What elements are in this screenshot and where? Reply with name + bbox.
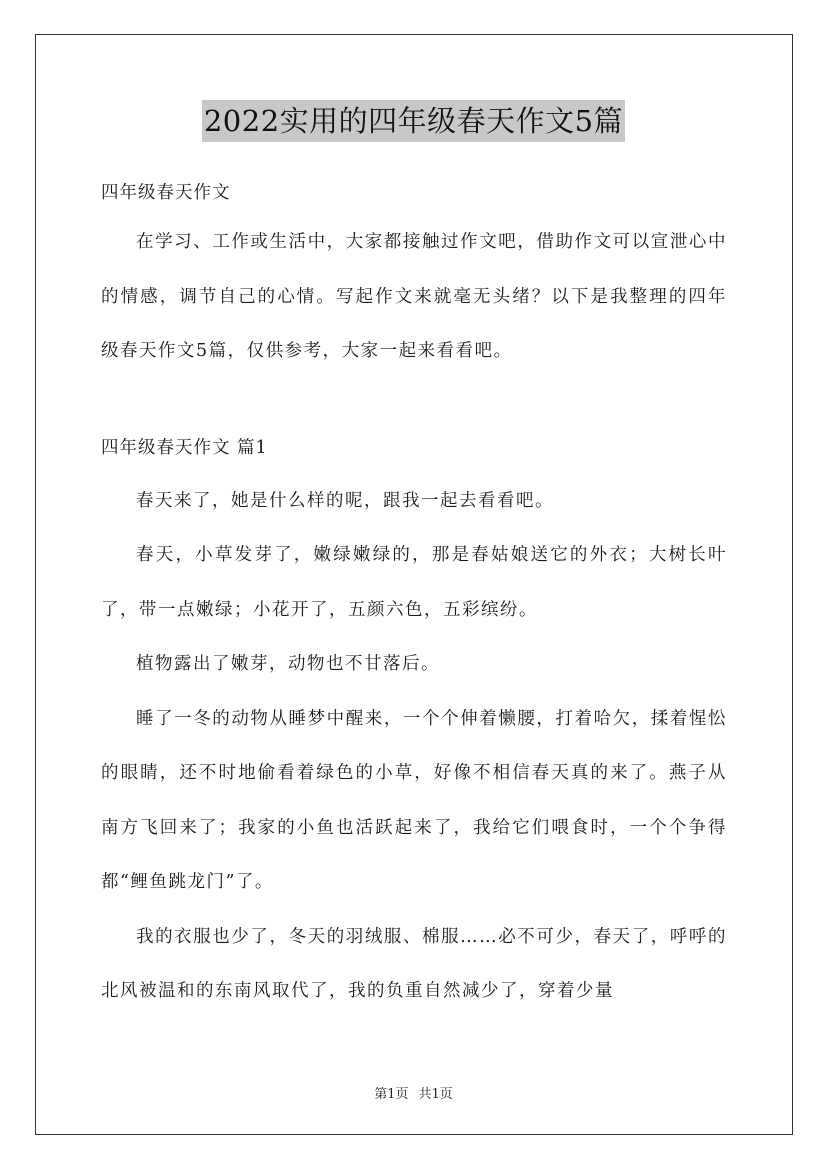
intro-heading: 四年级春天作文 xyxy=(101,183,231,203)
section-heading: 四年级春天作文 篇1 xyxy=(101,437,268,458)
paragraph-4: 睡了一冬的动物从睡梦中醒来，一个个伸着懒腰，打着哈欠，揉着惺忪的眼睛，还不时地偷看着绿色的小草，好像不相信春天真的来了。燕子从南方飞回来了；我家的小鱼也活跃起来了，我给它们喂食时，一个个争得都“鲤鱼跳龙门”了。 xyxy=(101,708,727,892)
paragraph-3: 植物露出了嫩芽，动物也不甘落后。 xyxy=(136,654,440,674)
page-footer xyxy=(0,1083,827,1102)
title-container xyxy=(0,100,827,142)
intro-paragraph: 在学习、工作或生活中，大家都接触过作文吧，借助作文可以宣泄心中的情感，调节自己的心情。写起作文来就毫无头绪？以下是我整理的四年级春天作文5篇，仅供参考，大家一起来看看吧。 xyxy=(101,232,727,361)
paragraph-5: 我的衣服也少了，冬天的羽绒服、棉服……必不可少，春天了，呼呼的北风被温和的东南风取代了，我的负重自然减少了，穿着少量 xyxy=(101,926,727,1001)
page-number: 第1页 xyxy=(374,1087,409,1102)
paragraph-2: 春天，小草发芽了，嫩绿嫩绿的，那是春姑娘送它的外衣；大树长叶了，带一点嫩绿；小花开了，五颜六色，五彩缤纷。 xyxy=(101,545,727,620)
document-body xyxy=(101,171,727,1019)
paragraph-1: 春天来了，她是什么样的呢，跟我一起去看看吧。 xyxy=(136,490,554,511)
section-spacer xyxy=(101,379,727,426)
page-total: 共1页 xyxy=(418,1087,453,1102)
document-title: 2022实用的四年级春天作文5篇 xyxy=(202,100,625,142)
